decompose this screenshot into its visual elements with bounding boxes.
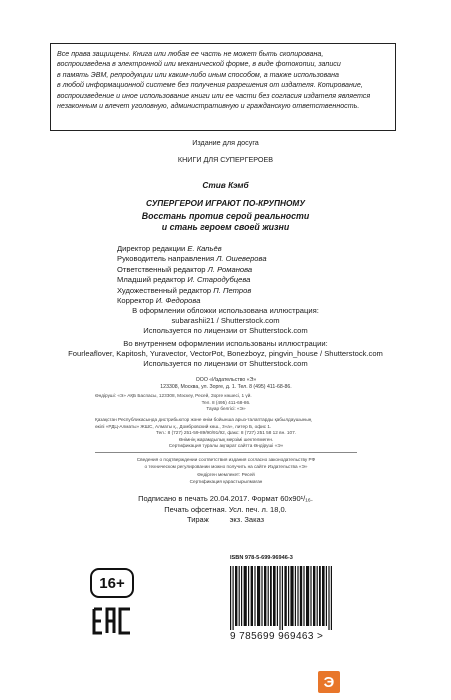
copyright-line: незаконным и влечет уголовную, административную и гражданскую ответственность. bbox=[57, 102, 360, 111]
barcode-number: 9 785699 969463 > bbox=[230, 631, 324, 642]
author-name: Стив Кэмб bbox=[202, 180, 249, 190]
isbn: ISBN 978-5-699-96946-3 bbox=[230, 555, 293, 561]
credit-row: Директор редакции Е. Капьёв bbox=[117, 244, 222, 253]
subtitle-line: Восстань против серой реальности bbox=[141, 211, 310, 221]
credit-row: Корректор И. Федорова bbox=[117, 296, 201, 306]
editorial-credits bbox=[117, 244, 267, 306]
publisher-info: ООО «Издательство «Э» 123308, Москва, ул. Зорге, д. 1. Тел. 8 (495) 411-68-86. Өндіруші: «Э» АҚБ Баспасы, 123308, Мәскеу, Ресей, Зорге көшесі, 1 үй. Тел. 8 (495) 411-68-86. Тауар белгісі: «Э» bbox=[95, 377, 292, 412]
copyright-notice bbox=[50, 43, 396, 131]
copyright-line: в память ЭВМ, репродукции или каким-либо иным способом, а также использована bbox=[57, 70, 339, 79]
print-info: Подписано в печать 20.04.2017. Формат 60x90¹/₁₆. Печать офсетная. Усл. печ. л. 18,0. Тираж экз. Заказ bbox=[138, 494, 313, 524]
legal-info: Сведения о подтверждении соответствия издания согласно законодательству РФ о техническом регулировании можно получить на сайте Издательства «Э» Өндірген мемлекет: Ресей Сертификация қарастырылмаған bbox=[136, 457, 316, 484]
credit-row: Руководитель направления Л. Ошеверова bbox=[117, 254, 267, 264]
edition-type: Издание для досуга bbox=[192, 138, 259, 147]
age-rating-badge: 16+ bbox=[90, 568, 134, 598]
copyright-line: воспроизведена в электронной или механической форме, в виде фотокопии, записи bbox=[57, 60, 341, 69]
credit-row: Художественный редактор П. Петров bbox=[117, 285, 252, 295]
subtitle-line: и стань героем своей жизни bbox=[161, 222, 290, 232]
book-subtitle bbox=[0, 211, 451, 233]
series-name: КНИГИ ДЛЯ СУПЕРГЕРОЕВ bbox=[177, 155, 274, 164]
publisher-logo: Э bbox=[318, 671, 340, 693]
eac-certification-icon bbox=[92, 606, 132, 636]
book-title: СУПЕРГЕРОИ ИГРАЮТ ПО-КРУПНОМУ bbox=[146, 198, 305, 208]
barcode-icon bbox=[226, 566, 336, 630]
copyright-line: Все права защищены. Книга или любая ее часть не может быть скопирована, bbox=[57, 50, 324, 58]
inner-illustration-credit: Во внутреннем оформлении использованы иллюстрации: Fourleaflover, Kapitosh, Yuravector, VectorPot, Bonezboyz, pingvin_house / Shutterstock.com Используется по лицензии от Shutterstock.com bbox=[68, 339, 383, 368]
cover-illustration-credit: В оформлении обложки использована иллюстрация: subarashii21 / Shutterstock.com Используется по лицензии от Shutterstock.com bbox=[132, 306, 319, 335]
credit-row: Младший редактор И. Стародубцева bbox=[117, 275, 251, 285]
distributor-info: Қазақстан Республикасында дистрибьютор және өнім бойынша арыз-талаптарды қабылдаушының өкілі «РДЦ-Алматы» ЖШС, Алматы қ., Домбровский көш., 3«а», литер Б, офис 1. Тел.: 8 (727) 251-59-89/90/91/92, факс: 8 (727) 251 58 12 вн. 107. Өнімнің жарамдылық мерзімі шектелмеген. Сертификация туралы ақпарат сайтта Өндіруші «Э» bbox=[95, 417, 312, 449]
credit-row: Ответственный редактор Л. Романова bbox=[117, 264, 253, 274]
copyright-line: воспроизведение и иное использование книги или ее части без согласия издателя является bbox=[57, 91, 371, 100]
divider bbox=[95, 452, 357, 453]
copyright-line: в любой информационной системе без получения разрешения от издателя. Копирование, bbox=[57, 81, 363, 90]
